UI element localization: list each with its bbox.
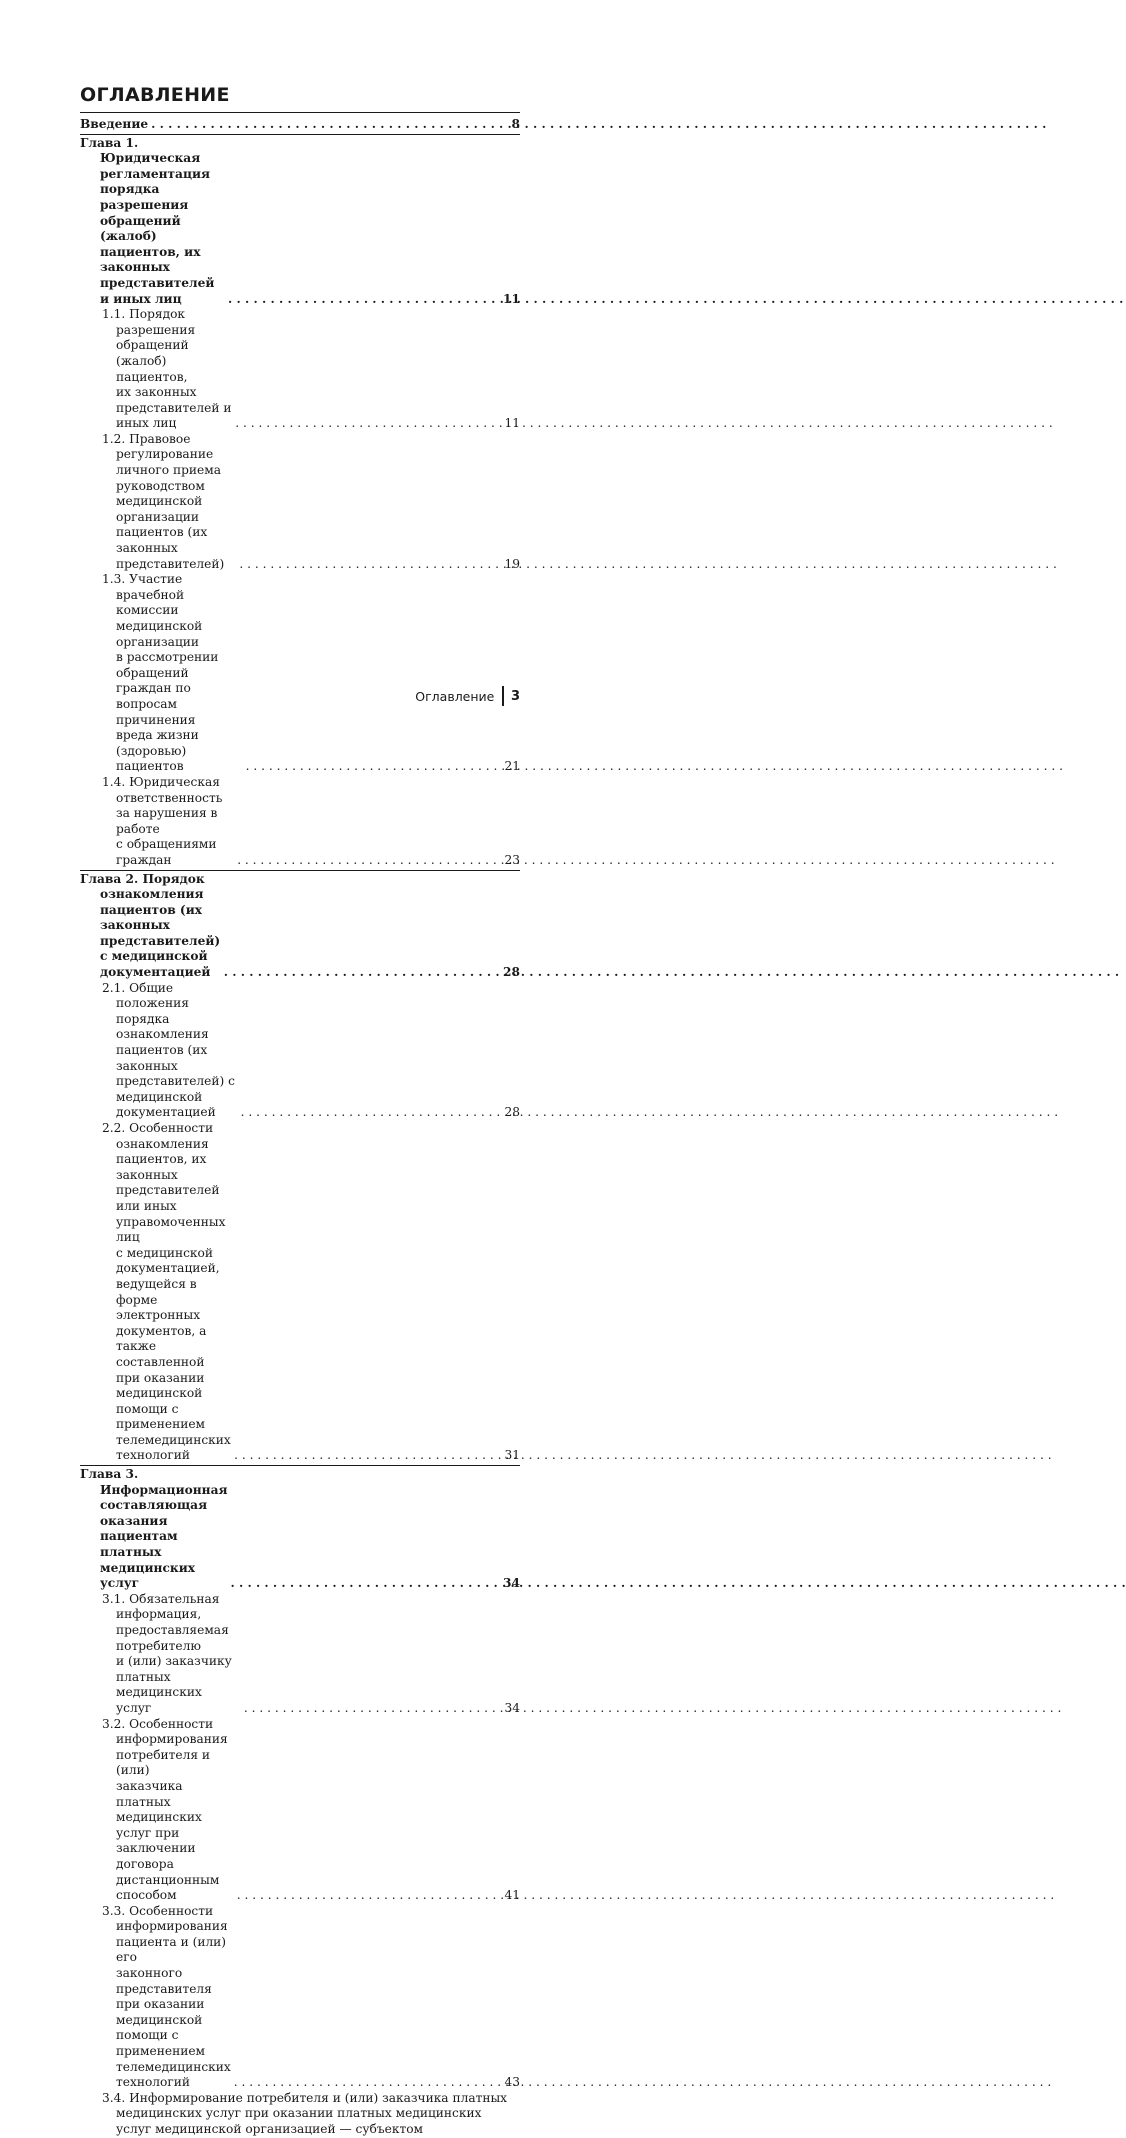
toc-line: законных представителей) с медицинской документацией [116, 1058, 235, 1120]
toc-entry-text: Введение [80, 117, 149, 131]
leader-dots [234, 853, 500, 869]
toc-line: 1.4. Юридическая ответственность за нарушения в работе [102, 774, 223, 836]
table-of-contents [80, 117, 520, 2138]
toc-line: Глава 1. Юридическая регламентация порядка разрешения [80, 135, 210, 212]
leader-dots [234, 1888, 501, 1904]
toc-line: 2.2. Особенности ознакомления пациентов, их законных [102, 1121, 214, 1182]
toc-line: 1.1. Порядок разрешения обращений (жалоб) пациентов, [102, 307, 196, 384]
toc-page-number: 34 [503, 1576, 520, 1591]
toc-entry-text [80, 1467, 227, 1592]
toc-line: пациентам платных медицинских услуг [100, 1529, 195, 1591]
toc-entry-section-1-3[interactable] [80, 572, 520, 775]
toc-page-number: 11 [503, 291, 520, 306]
toc-line: 3.2. Особенности информирования потребителя и (или) [102, 1716, 228, 1778]
toc-entry-chapter-3[interactable] [80, 1467, 520, 1592]
toc-entry-text [94, 307, 232, 432]
toc-page-number: 43 [504, 2075, 520, 2090]
top-rule [80, 112, 520, 113]
toc-entry-section-3-4[interactable] [80, 2091, 520, 2138]
toc-page-number: 28 [503, 965, 520, 980]
toc-entry-text [94, 1904, 231, 2091]
toc-line: их законных представителей и иных лиц [116, 385, 232, 431]
leader-dots [225, 292, 499, 308]
toc-line: вреда жизни (здоровью) пациентов [116, 728, 199, 774]
toc-line: услуг медицинской организацией — субъектом [116, 2122, 424, 2136]
leader-dots [148, 117, 507, 133]
toc-page-number: 23 [504, 852, 520, 867]
toc-line: с медицинской документацией, ведущейся в форме [116, 1245, 220, 1307]
leader-dots [227, 1576, 499, 1592]
leader-dots [221, 965, 499, 981]
toc-entry-section-1-1[interactable] [80, 307, 520, 432]
leader-dots [241, 1701, 501, 1717]
leader-dots [236, 557, 500, 573]
toc-line: медицинских услуг при оказании платных медицинских [116, 2106, 482, 2121]
toc-line: и (или) заказчику платных медицинских услуг [116, 1654, 232, 1715]
toc-entry-text [80, 136, 225, 308]
toc-page-number: 21 [504, 759, 520, 774]
toc-line: договора дистанционным способом [116, 1856, 220, 1903]
toc-line: телемедицинских технологий [116, 1432, 231, 1463]
toc-line: 1.3. Участие врачебной комиссии медицинской организации [102, 572, 203, 649]
page-footer [415, 686, 520, 706]
toc-line: 3.1. Обязательная информация, предоставляемая потребителю [102, 1591, 229, 1653]
toc-entry-text [80, 872, 221, 981]
toc-page-number: 8 [511, 117, 520, 131]
toc-page-number: 28 [504, 1105, 520, 1120]
toc-line: Глава 2. Порядок ознакомления пациентов (их законных [80, 871, 205, 933]
toc-page-number: 19 [504, 556, 520, 571]
toc-entry-text [94, 432, 236, 572]
toc-entry-chapter-2[interactable] [80, 872, 520, 981]
toc-line: представителей или иных управомоченных лиц [116, 1183, 226, 1245]
toc-line: законного представителя при оказании медицинской [116, 1966, 212, 2027]
toc-entry-section-1-2[interactable] [80, 432, 520, 572]
chapter-divider [80, 133, 520, 136]
toc-line: Глава 3. Информационная составляющая оказания [80, 1467, 228, 1528]
leader-dots [231, 1448, 500, 1464]
toc-entry-text [94, 775, 234, 869]
toc-line: обращений (жалоб) пациентов, их законных [100, 213, 201, 275]
toc-line: электронных документов, а также составленной [116, 1308, 207, 1369]
toc-page-number: 41 [504, 1888, 520, 1903]
running-footer-label: Оглавление [415, 688, 495, 704]
toc-line: 2.1. Общие положения порядка ознакомления пациентов (их [102, 980, 209, 1058]
toc-entry-text [94, 1717, 234, 1904]
toc-line: при оказании медицинской помощи с применением [116, 1370, 206, 1432]
toc-line: представителей и иных лиц [100, 275, 215, 306]
toc-line: 3.3. Особенности информирования пациента и (или) его [102, 1903, 228, 1965]
chapter-divider [80, 1464, 520, 1467]
leader-dots [231, 2075, 501, 2091]
toc-entry-section-2-2[interactable] [80, 1121, 520, 1464]
toc-line: помощи с применением телемедицинских технологий [116, 2028, 231, 2090]
toc-entry-text [94, 1121, 231, 1464]
toc-entry-section-3-2[interactable] [80, 1717, 520, 1904]
toc-page-number: 11 [504, 416, 520, 431]
leader-dots [232, 416, 500, 432]
toc-line: 1.2. Правовое регулирование личного приема руководством [102, 431, 221, 493]
toc-entry-section-1-4[interactable] [80, 775, 520, 869]
footer-divider [502, 686, 504, 706]
toc-page-number: 34 [504, 1700, 520, 1715]
toc-line: в рассмотрении обращений граждан по вопросам причинения [116, 650, 219, 727]
toc-line: представителей) [116, 556, 225, 571]
toc-entry-text [94, 572, 243, 775]
toc-line: 3.4. Информирование потребителя и (или) заказчика платных [102, 2090, 508, 2105]
toc-entry-text [94, 1592, 241, 1717]
toc-entry-text [94, 2091, 507, 2138]
chapter-divider [80, 869, 520, 872]
toc-line: представителей) с медицинской документацией [100, 933, 221, 980]
toc-entry-intro[interactable] [80, 117, 520, 133]
toc-line: заказчика платных медицинских услуг при заключении [116, 1778, 202, 1856]
page-number: 3 [510, 688, 520, 704]
toc-entry-section-3-3[interactable] [80, 1904, 520, 2091]
toc-line: медицинской организации пациентов (их законных [116, 494, 208, 556]
leader-dots [238, 1105, 501, 1121]
toc-page-number: 31 [504, 1448, 520, 1463]
leader-dots [243, 759, 501, 775]
toc-entry-section-2-1[interactable] [80, 981, 520, 1121]
toc-entry-section-3-1[interactable] [80, 1592, 520, 1717]
toc-line: с обращениями граждан [116, 837, 217, 867]
page-title: ОГЛАВЛЕНИЕ [80, 84, 230, 106]
toc-entry-text [94, 981, 238, 1121]
toc-entry-chapter-1[interactable] [80, 136, 520, 308]
